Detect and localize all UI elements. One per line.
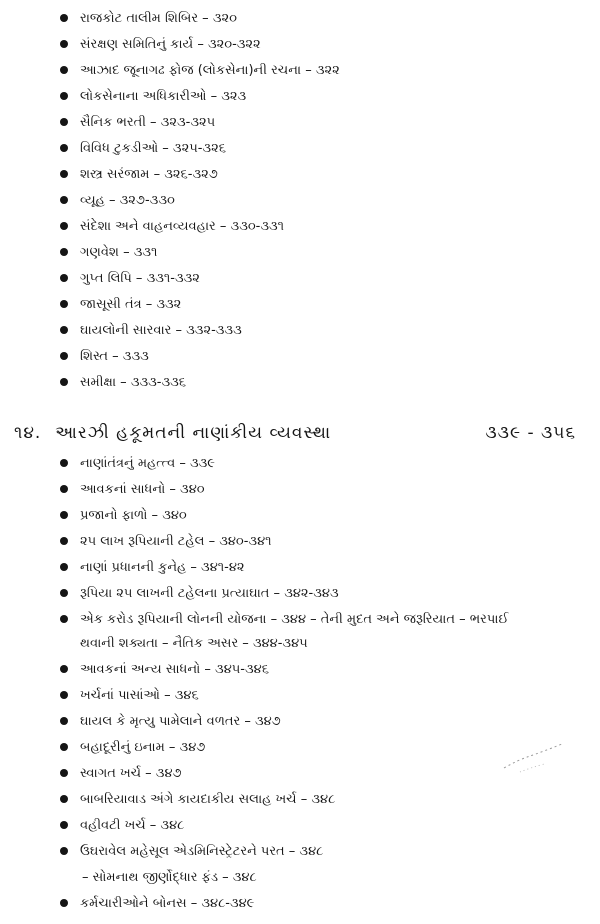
toc-item-text: નાણાં પ્રધાનની કુનેહ – ૩૪૧-૪૨ bbox=[80, 560, 245, 575]
bullet-icon bbox=[60, 222, 68, 230]
toc-item bbox=[60, 505, 592, 527]
pencil-mark bbox=[500, 738, 570, 778]
chapter-number: ૧૪. bbox=[14, 423, 42, 443]
bullet-icon bbox=[60, 615, 68, 623]
bullet-icon bbox=[60, 511, 68, 519]
bullet-icon bbox=[60, 821, 68, 829]
toc-item bbox=[60, 453, 592, 475]
chapter-title: આરઝી હકૂમતની નાણાંકીય વ્યવસ્થા bbox=[55, 423, 332, 443]
toc-item bbox=[60, 557, 592, 579]
toc-item-text: રાજકોટ તાલીમ શિબિર – ૩૨૦ bbox=[80, 11, 237, 26]
toc-item bbox=[60, 164, 592, 186]
toc-item-text: સંદેશા અને વાહનવ્યવહાર – ૩૩૦-૩૩૧ bbox=[80, 219, 285, 234]
toc-item-continuation bbox=[80, 633, 592, 655]
toc-item-text: શિસ્ત – ૩૩૩ bbox=[80, 349, 149, 364]
toc-item bbox=[60, 320, 592, 342]
toc-item bbox=[60, 346, 592, 368]
toc-item bbox=[60, 294, 592, 316]
toc-item-text: બહાદૂરીનું ઇનામ – ૩૪૭ bbox=[80, 740, 206, 755]
bullet-icon bbox=[60, 563, 68, 571]
toc-item bbox=[60, 372, 592, 394]
toc-item-text: ઘાયલોની સારવાર – ૩૩૨-૩૩૩ bbox=[80, 323, 242, 338]
toc-item-text: ખર્ચનાં પાસાંઓ – ૩૪૬ bbox=[80, 688, 199, 703]
toc-item bbox=[60, 841, 592, 863]
toc-item-text: આવકનાં અન્ય સાધનો – ૩૪૫-૩૪૬ bbox=[80, 662, 269, 677]
toc-item bbox=[60, 60, 592, 82]
toc-item-text: વહીવટી ખર્ચ – ૩૪૮ bbox=[80, 818, 185, 833]
toc-item bbox=[60, 479, 592, 501]
toc-item bbox=[60, 216, 592, 238]
bullet-icon bbox=[60, 66, 68, 74]
chapter-page-range: ૩૩૯ - ૩૫૬ bbox=[485, 423, 576, 443]
bullet-icon bbox=[60, 14, 68, 22]
bullet-icon bbox=[60, 769, 68, 777]
toc-item-text: સૈનિક ભરતી – ૩૨૩-૩૨૫ bbox=[80, 115, 216, 130]
bullet-icon bbox=[60, 326, 68, 334]
bullet-icon bbox=[60, 589, 68, 597]
bullet-icon bbox=[60, 899, 68, 907]
bullet-icon bbox=[60, 847, 68, 855]
toc-item-text: ઉઘરાવેલ મહેસૂલ એડમિનિસ્ટ્રેટરને પરત – ૩૪૮ bbox=[80, 844, 324, 859]
toc-item-text: ૨૫ લાખ રૂપિયાની ટહેલ – ૩૪૦-૩૪૧ bbox=[80, 534, 272, 549]
bullet-icon bbox=[60, 300, 68, 308]
bullet-icon bbox=[60, 196, 68, 204]
bullet-icon bbox=[60, 743, 68, 751]
bullet-icon bbox=[60, 459, 68, 467]
toc-item-text: શસ્ત્ર સરંજામ – ૩૨૬-૩૨૭ bbox=[80, 167, 218, 182]
toc-sub-item-text: – સોમનાથ જીર્ણોદ્ધાર ફંડ – ૩૪૮ bbox=[82, 870, 257, 885]
toc-item-text: ગણવેશ – ૩૩૧ bbox=[80, 245, 158, 260]
toc-item bbox=[60, 659, 592, 681]
toc-item-text: આઝાદ જૂનાગઢ ફોજ (લોકસેના)ની રચના – ૩૨૨ bbox=[80, 63, 340, 78]
bullet-icon bbox=[60, 691, 68, 699]
toc-item-text: લોકસેનાના અધિકારીઓ – ૩૨૩ bbox=[80, 89, 247, 104]
toc-item bbox=[60, 711, 592, 733]
toc-item-text: નાણાંતંત્રનું મહત્ત્વ – ૩૩૯ bbox=[80, 456, 215, 471]
bullet-icon bbox=[60, 274, 68, 282]
toc-item bbox=[60, 8, 592, 30]
toc-item-text: જાસૂસી તંત્ર – ૩૩૨ bbox=[80, 297, 182, 312]
toc-item bbox=[60, 112, 592, 134]
toc-item-text: સમીક્ષા – ૩૩૩-૩૩૬ bbox=[80, 375, 187, 390]
toc-item-text: સ્વાગત ખર્ચ – ૩૪૭ bbox=[80, 766, 182, 781]
bullet-icon bbox=[60, 170, 68, 178]
toc-item-text-line2: થવાની શક્યતા – નૈતિક અસર – ૩૪૪-૩૪૫ bbox=[80, 636, 308, 651]
toc-item-text: કર્મચારીઓને બોનસ – ૩૪૮-૩૪૯ bbox=[80, 896, 255, 911]
bullet-icon bbox=[60, 352, 68, 360]
toc-item bbox=[60, 86, 592, 108]
toc-item bbox=[60, 242, 592, 264]
toc-item-text: ઘાયલ કે મૃત્યુ પામેલાને વળતર – ૩૪૭ bbox=[80, 714, 281, 729]
toc-item bbox=[60, 815, 592, 837]
toc-item bbox=[60, 34, 592, 56]
toc-item bbox=[60, 789, 592, 811]
toc-item-text: બાબરિયાવાડ અંગે કાયદાકીય સલાહ ખર્ચ – ૩૪૮ bbox=[80, 792, 336, 807]
bullet-icon bbox=[60, 144, 68, 152]
toc-item-text: ગુપ્ત લિપિ – ૩૩૧-૩૩૨ bbox=[80, 271, 200, 286]
bullet-icon bbox=[60, 92, 68, 100]
toc-item-text: વ્યૂહ – ૩૨૭-૩૩૦ bbox=[80, 193, 175, 208]
toc-item-multiline bbox=[60, 609, 592, 631]
toc-item-text: વિવિધ ટુકડીઓ – ૩૨૫-૩૨૬ bbox=[80, 141, 226, 156]
toc-item bbox=[60, 531, 592, 553]
toc-item-text: આવકનાં સાધનો – ૩૪૦ bbox=[80, 482, 205, 497]
chapter-heading bbox=[14, 420, 576, 446]
toc-item bbox=[60, 268, 592, 290]
bullet-icon bbox=[60, 248, 68, 256]
toc-item-text: સંરક્ષણ સમિતિનું કાર્ય – ૩૨૦-૩૨૨ bbox=[80, 37, 261, 52]
toc-item bbox=[60, 893, 592, 915]
toc-item bbox=[60, 190, 592, 212]
toc-item bbox=[60, 138, 592, 160]
toc-item-text: પ્રજાનો ફાળો – ૩૪૦ bbox=[80, 508, 187, 523]
bullet-icon bbox=[60, 40, 68, 48]
toc-item-text-line1: એક કરોડ રૂપિયાની લોનની યોજના – ૩૪૪ – તેની મુદત અને જરૂરિયાત – ભરપાઈ bbox=[80, 612, 509, 627]
toc-item bbox=[60, 685, 592, 707]
bullet-icon bbox=[60, 717, 68, 725]
bullet-icon bbox=[60, 795, 68, 803]
toc-item-text: રૂપિયા ૨૫ લાખની ટહેલના પ્રત્યાઘાત – ૩૪૨-૩૪૩ bbox=[80, 586, 339, 601]
bullet-icon bbox=[60, 485, 68, 493]
toc-item bbox=[60, 583, 592, 605]
bullet-icon bbox=[60, 665, 68, 673]
bullet-icon bbox=[60, 537, 68, 545]
bullet-icon bbox=[60, 378, 68, 386]
toc-sub-item bbox=[82, 867, 592, 889]
bullet-icon bbox=[60, 118, 68, 126]
